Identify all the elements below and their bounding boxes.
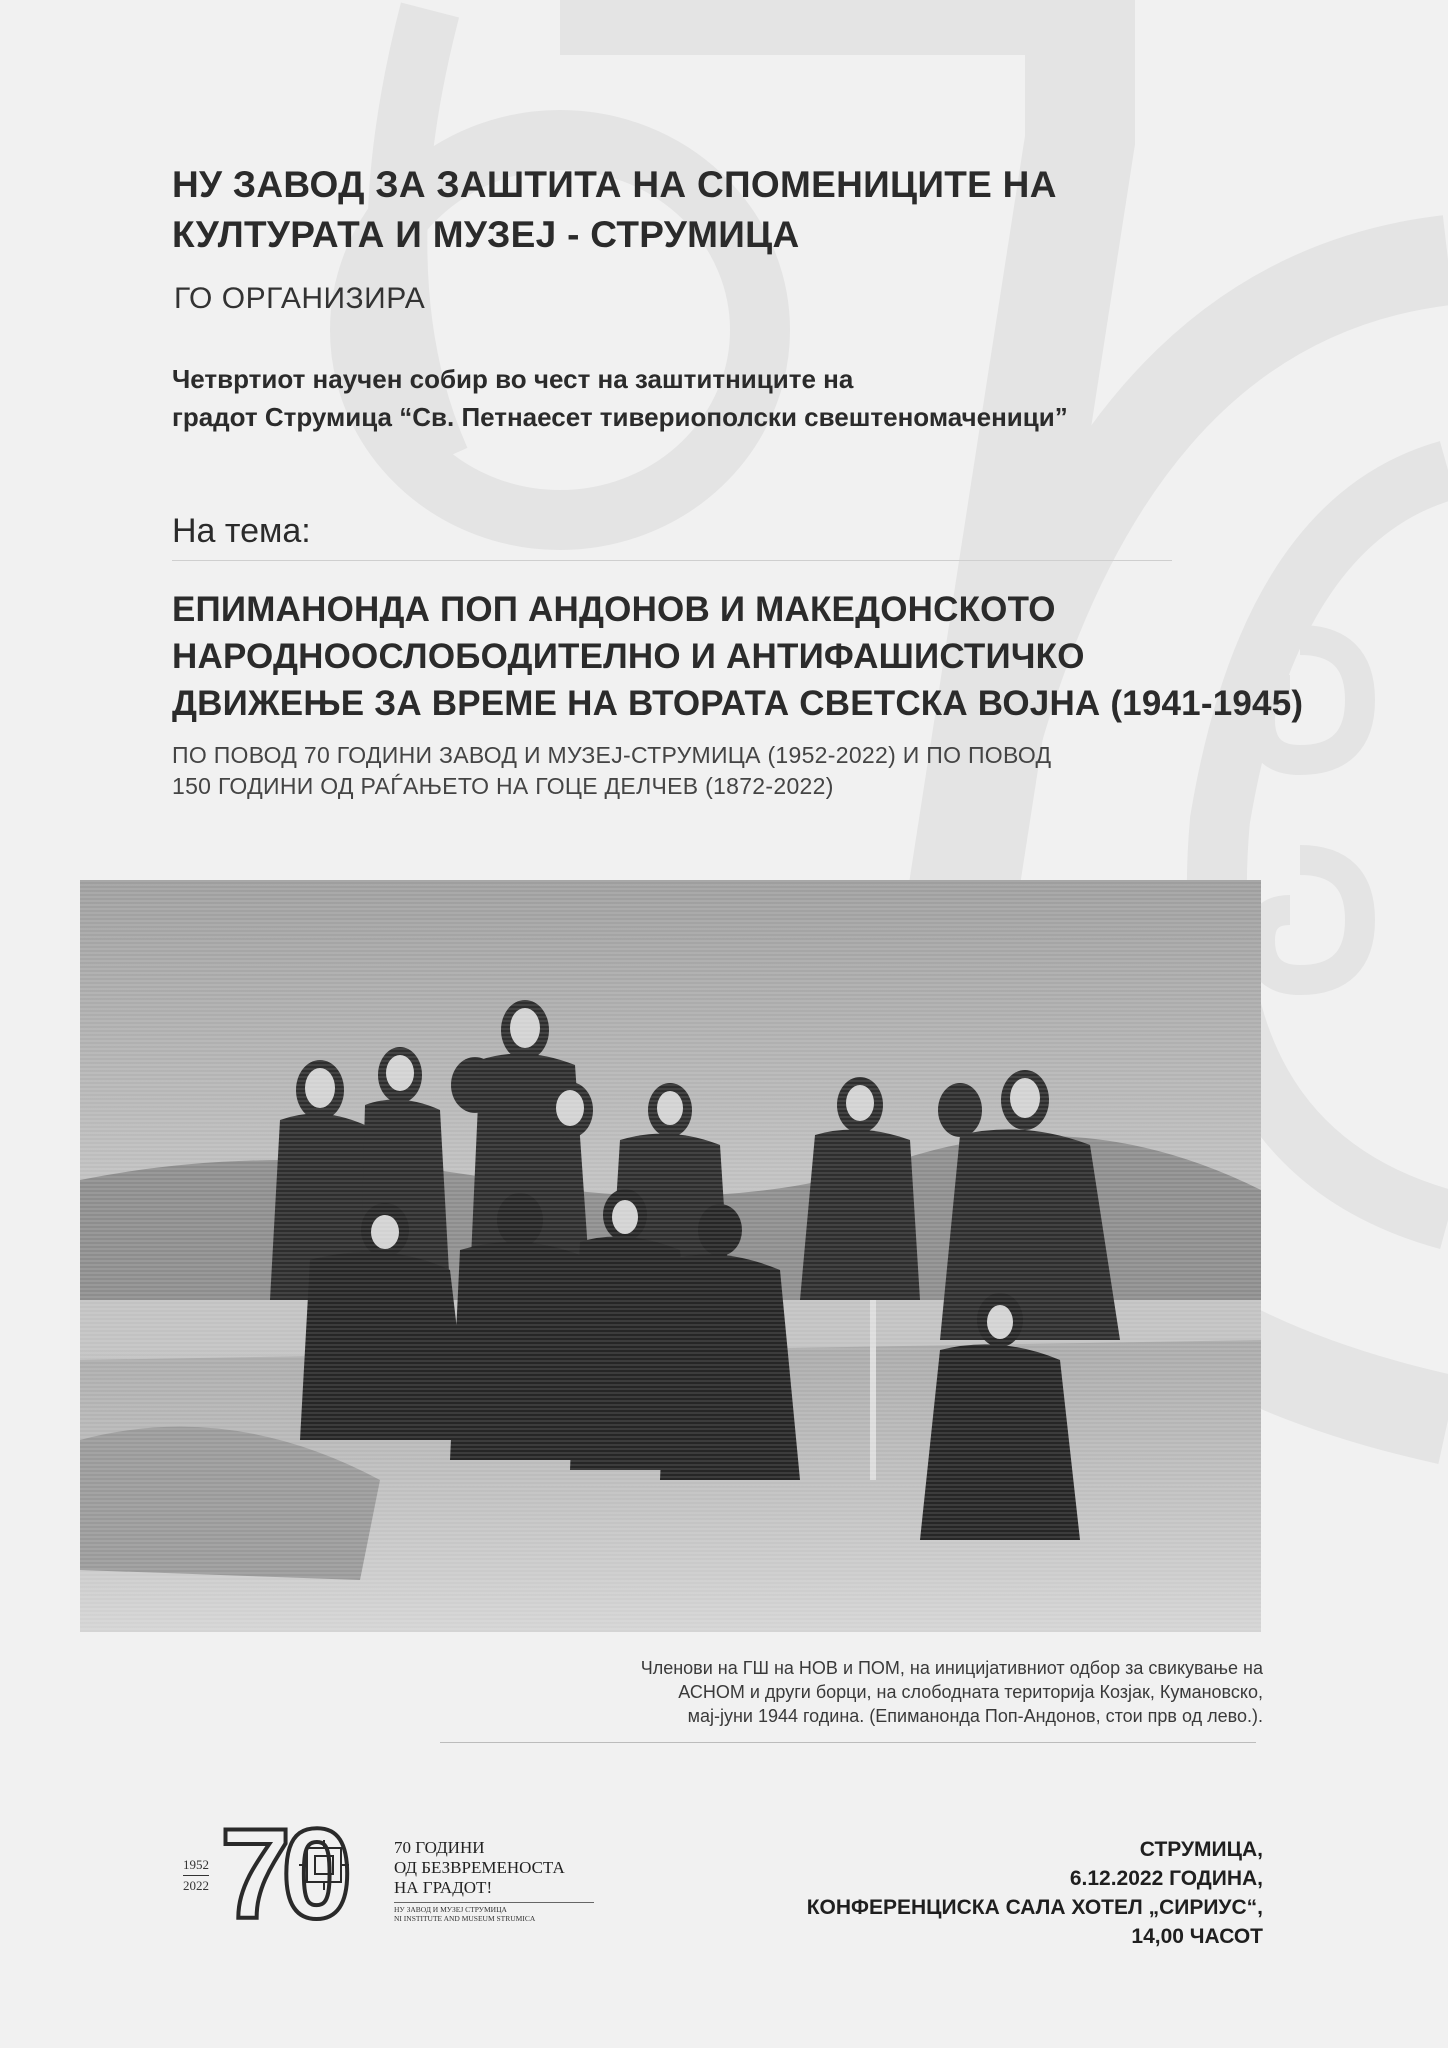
- caption-divider: [440, 1742, 1256, 1743]
- topic-title-line1: ЕПИМАНОНДА ПОП АНДОНОВ И МАКЕДОНСКОТО: [172, 590, 1056, 629]
- logo-institution-en: NI INSTITUTE AND MUSEUM STRUMICA: [394, 1914, 536, 1923]
- photo-caption-line1: Членови на ГШ на НОВ и ПОМ, на иницијативниот одбор за свикување на: [640, 1658, 1263, 1678]
- logo-number: 70: [220, 1803, 343, 1930]
- organizer-title: [172, 160, 1172, 260]
- logo-institution: [394, 1902, 594, 1923]
- venue-date: 6.12.2022 ГОДИНА,: [1069, 1867, 1263, 1890]
- venue-info: [663, 1835, 1263, 1951]
- occasion-line2: 150 ГОДИНИ ОД РАЃАЊЕТО НА ГОЦЕ ДЕЛЧЕВ (1872-2022): [172, 773, 834, 799]
- event-description-line2: градот Струмица “Св. Петнаесет тивериополски свештеномаченици”: [172, 402, 1068, 432]
- photo-caption: [420, 1656, 1263, 1728]
- occasion-line1: ПО ПОВОД 70 ГОДИНИ ЗАВОД И МУЗЕЈ-СТРУМИЦА (1952-2022) И ПО ПОВОД: [172, 742, 1052, 768]
- logo-years: [176, 1856, 216, 1895]
- photo-caption-line3: мај-јуни 1944 година. (Епиманонда Поп-Андонов, стои прв од лево.).: [687, 1706, 1263, 1726]
- historical-group-photo: [80, 880, 1261, 1632]
- logo-slogan: [394, 1838, 614, 1898]
- logo-year-divider: [183, 1875, 209, 1876]
- topic-title-line3: ДВИЖЕЊЕ ЗА ВРЕМЕ НА ВТОРАТА СВЕТСКА ВОЈНА (1941-1945): [172, 684, 1304, 723]
- topic-title: [172, 586, 1362, 727]
- logo-70-emblem: [212, 1800, 392, 1930]
- logo-slogan-line1: 70 ГОДИНИ: [394, 1838, 485, 1857]
- photo-caption-line2: АСНОМ и други борци, на слободната територија Козјак, Кумановско,: [678, 1682, 1263, 1702]
- event-description: [172, 360, 1322, 436]
- topic-title-line2: НАРОДНООСЛОБОДИТЕЛНО И АНТИФАШИСТИЧКО: [172, 637, 1085, 676]
- logo-slogan-line3: НА ГРАДОТ!: [394, 1878, 493, 1897]
- venue-place: КОНФЕРЕНЦИСКА САЛА ХОТЕЛ „СИРИУС“,: [806, 1896, 1263, 1919]
- occasion-text: [172, 740, 1272, 802]
- venue-time: 14,00 ЧАСОТ: [1131, 1925, 1263, 1948]
- organizer-title-line1: НУ ЗАВОД ЗА ЗАШТИТА НА СПОМЕНИЦИТЕ НА: [172, 164, 1057, 205]
- topic-label: На тема:: [172, 512, 311, 550]
- organizer-title-line2: КУЛТУРАТА И МУЗЕЈ - СТРУМИЦА: [172, 214, 800, 255]
- topic-divider: [172, 560, 1172, 561]
- anniversary-logo: [176, 1800, 596, 1930]
- logo-institution-mk: НУ ЗАВОД И МУЗЕЈ СТРУМИЦА: [394, 1905, 507, 1914]
- event-description-line1: Четвртиот научен собир во чест на заштитниците на: [172, 364, 854, 394]
- organizes-label: ГО ОРГАНИЗИРА: [174, 282, 426, 315]
- logo-year-end: 2022: [183, 1878, 209, 1893]
- venue-city: СТРУМИЦА,: [1139, 1838, 1263, 1861]
- logo-slogan-line2: ОД БЕЗВРЕМЕНОСТА: [394, 1858, 565, 1877]
- logo-year-start: 1952: [183, 1857, 209, 1872]
